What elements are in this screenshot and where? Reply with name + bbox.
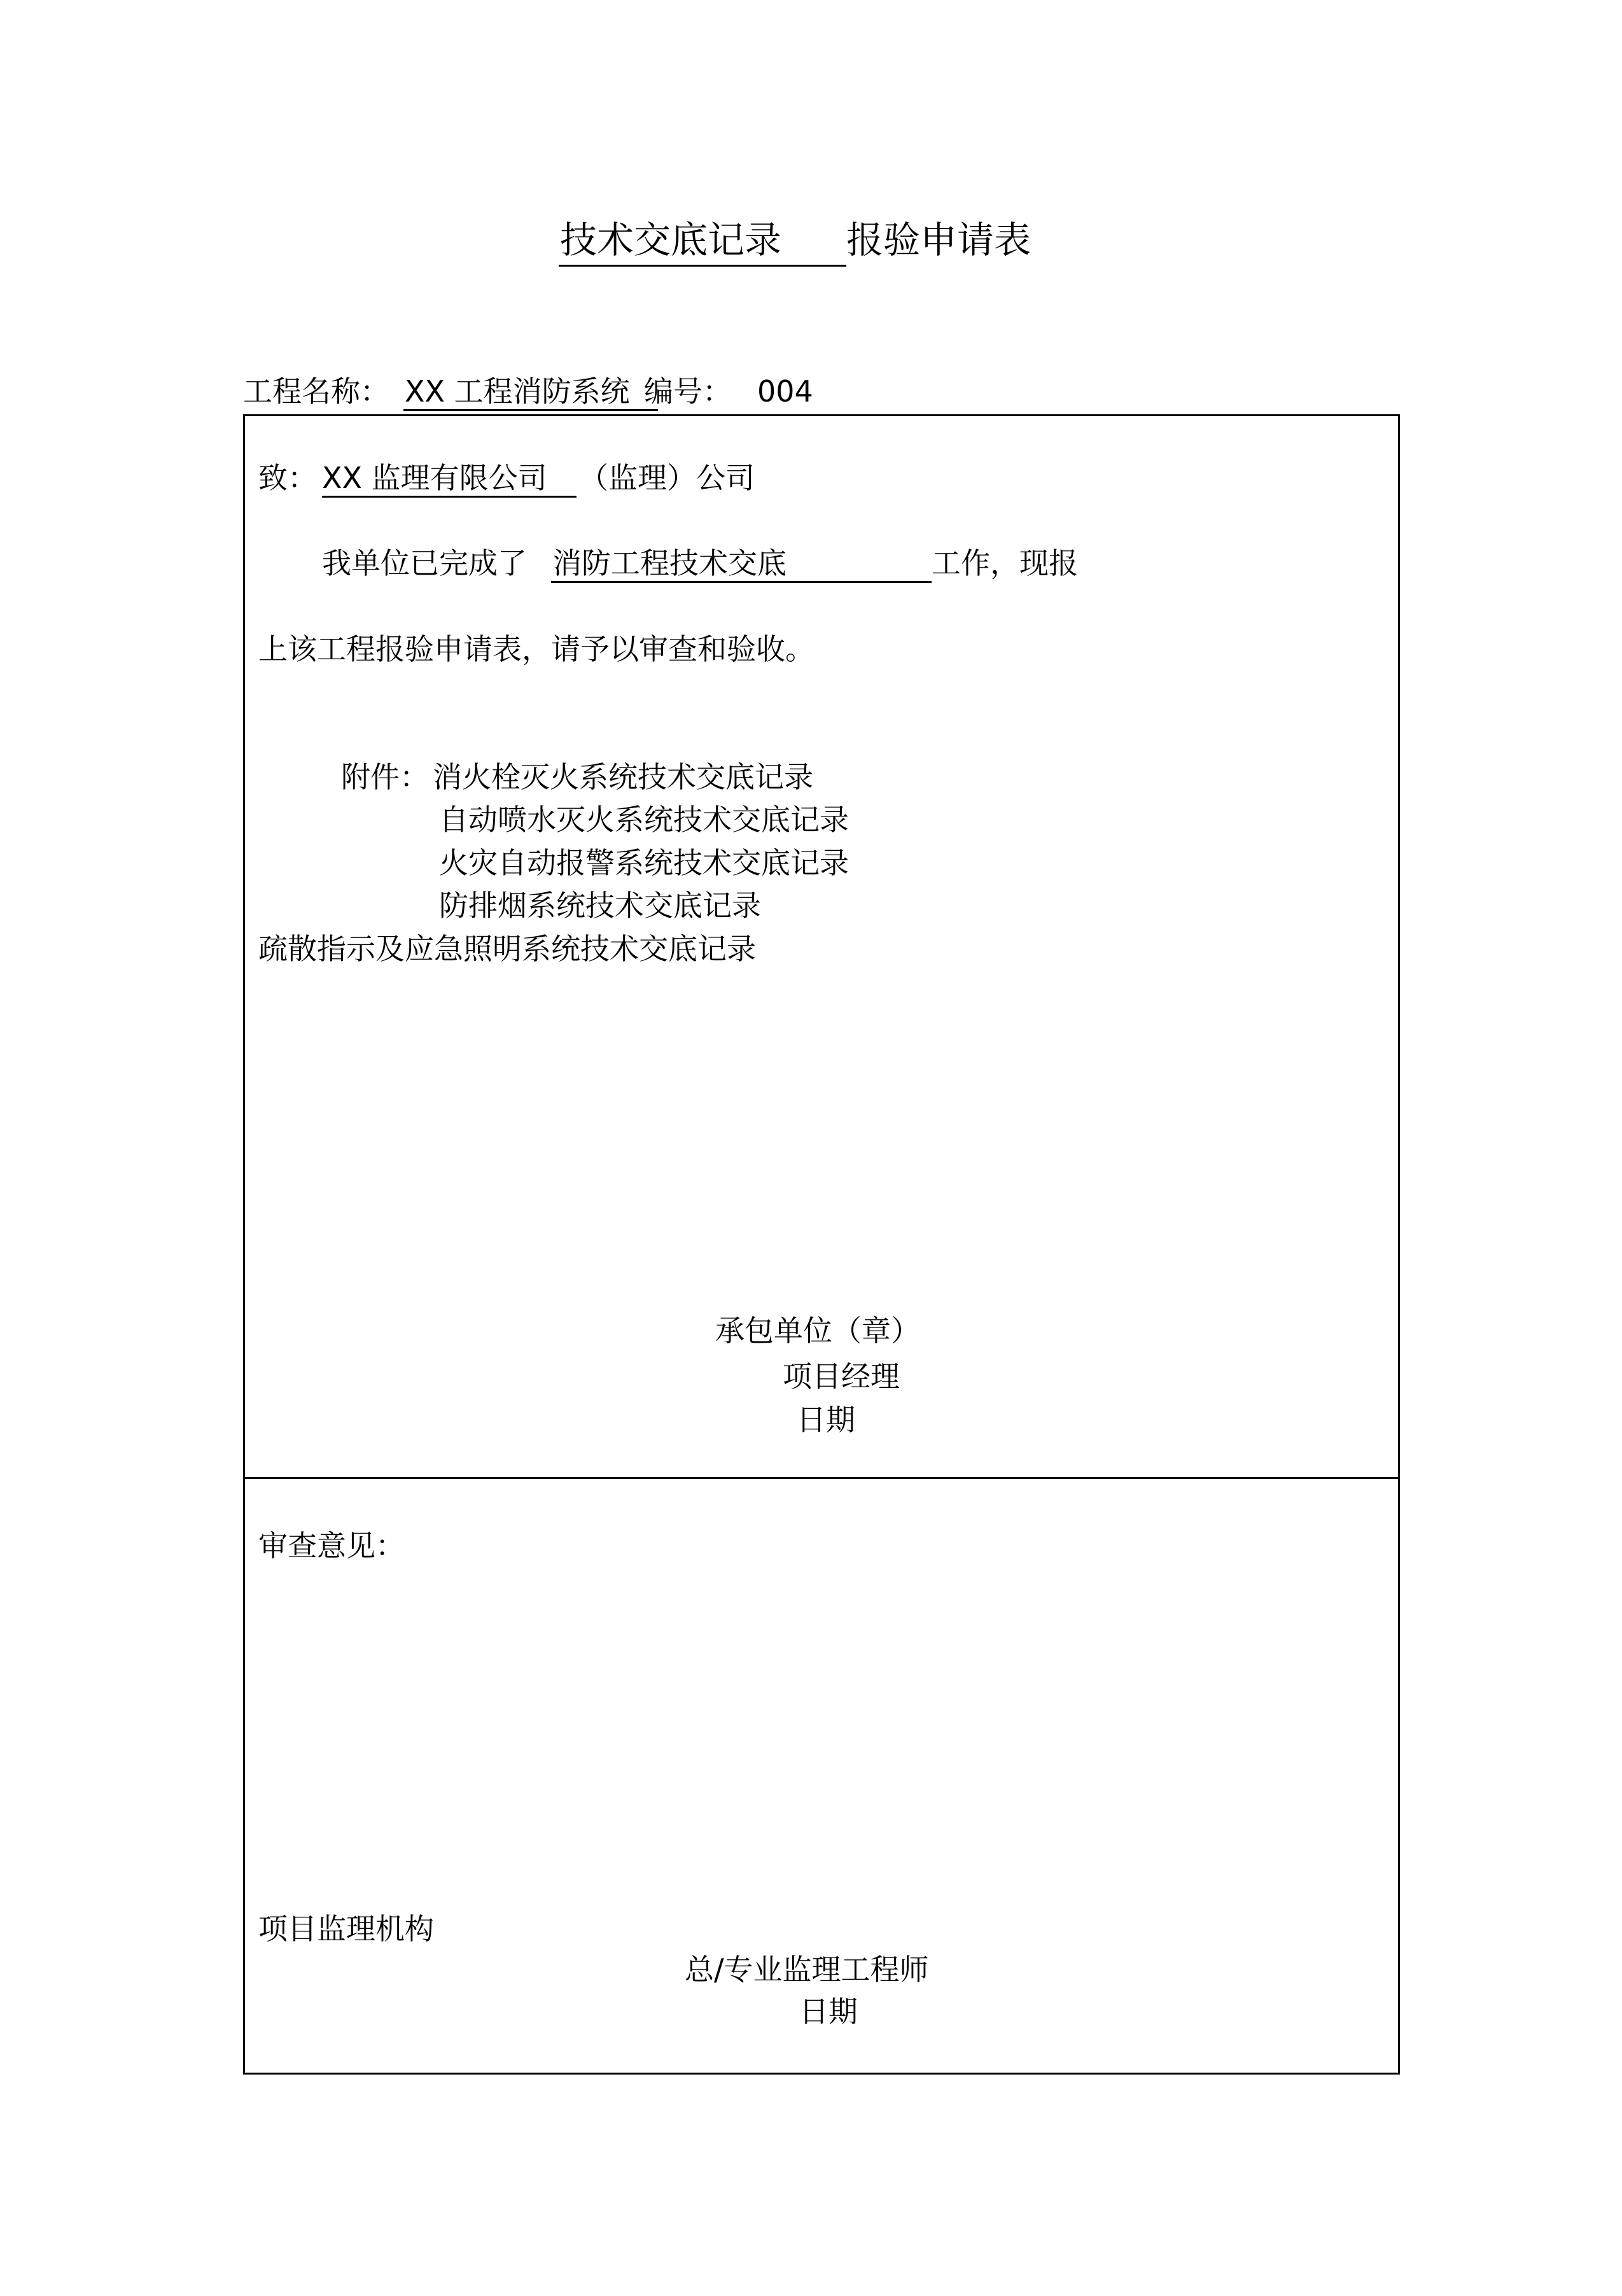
- form-number-value: 004: [757, 374, 813, 409]
- attachment-item: 自动喷水灭火系统技术交底记录: [439, 802, 849, 837]
- attachments-label: 附件：: [341, 760, 429, 794]
- form-number-label: 编号：: [644, 374, 732, 409]
- statement-work: 消防工程技术交底: [552, 546, 787, 580]
- attachment-item: 疏散指示及应急照明系统技术交底记录: [258, 932, 756, 966]
- statement-work-underline: [551, 581, 932, 583]
- addressee-underline: [322, 496, 577, 498]
- form-title: 报验申请表: [846, 218, 1031, 262]
- project-name-underline: [403, 409, 658, 411]
- contractor-seal-label: 承包单位（章）: [715, 1313, 920, 1348]
- statement-line-2: 上该工程报验申请表，请予以审查和验收。: [258, 632, 814, 666]
- contractor-date-label: 日期: [797, 1403, 855, 1437]
- attachment-item: 消火栓灭火系统技术交底记录: [433, 760, 813, 794]
- attachment-item: 防排烟系统技术交底记录: [439, 888, 761, 923]
- attachment-item: 火灾自动报警系统技术交底记录: [439, 846, 849, 880]
- review-opinion-label: 审查意见：: [258, 1529, 405, 1563]
- addressee-label: 致：: [258, 461, 317, 495]
- title-underline: [559, 265, 846, 267]
- section-divider: [243, 1477, 1400, 1479]
- form-title-record-name: 技术交底记录: [560, 218, 782, 262]
- review-date-label: 日期: [799, 1994, 858, 2029]
- statement-prefix: 我单位已完成了: [322, 546, 527, 580]
- project-manager-label: 项目经理: [783, 1359, 900, 1394]
- statement-suffix: 工作，现报: [932, 546, 1078, 580]
- project-name-label: 工程名称：: [243, 374, 389, 409]
- supervision-org-label: 项目监理机构: [258, 1912, 434, 1946]
- addressee-value: XX 监理有限公司: [322, 461, 547, 495]
- supervising-engineer-label: 总/专业监理工程师: [685, 1952, 929, 1987]
- project-name-value: XX 工程消防系统: [405, 374, 630, 409]
- addressee-suffix: （监理）公司: [579, 461, 755, 495]
